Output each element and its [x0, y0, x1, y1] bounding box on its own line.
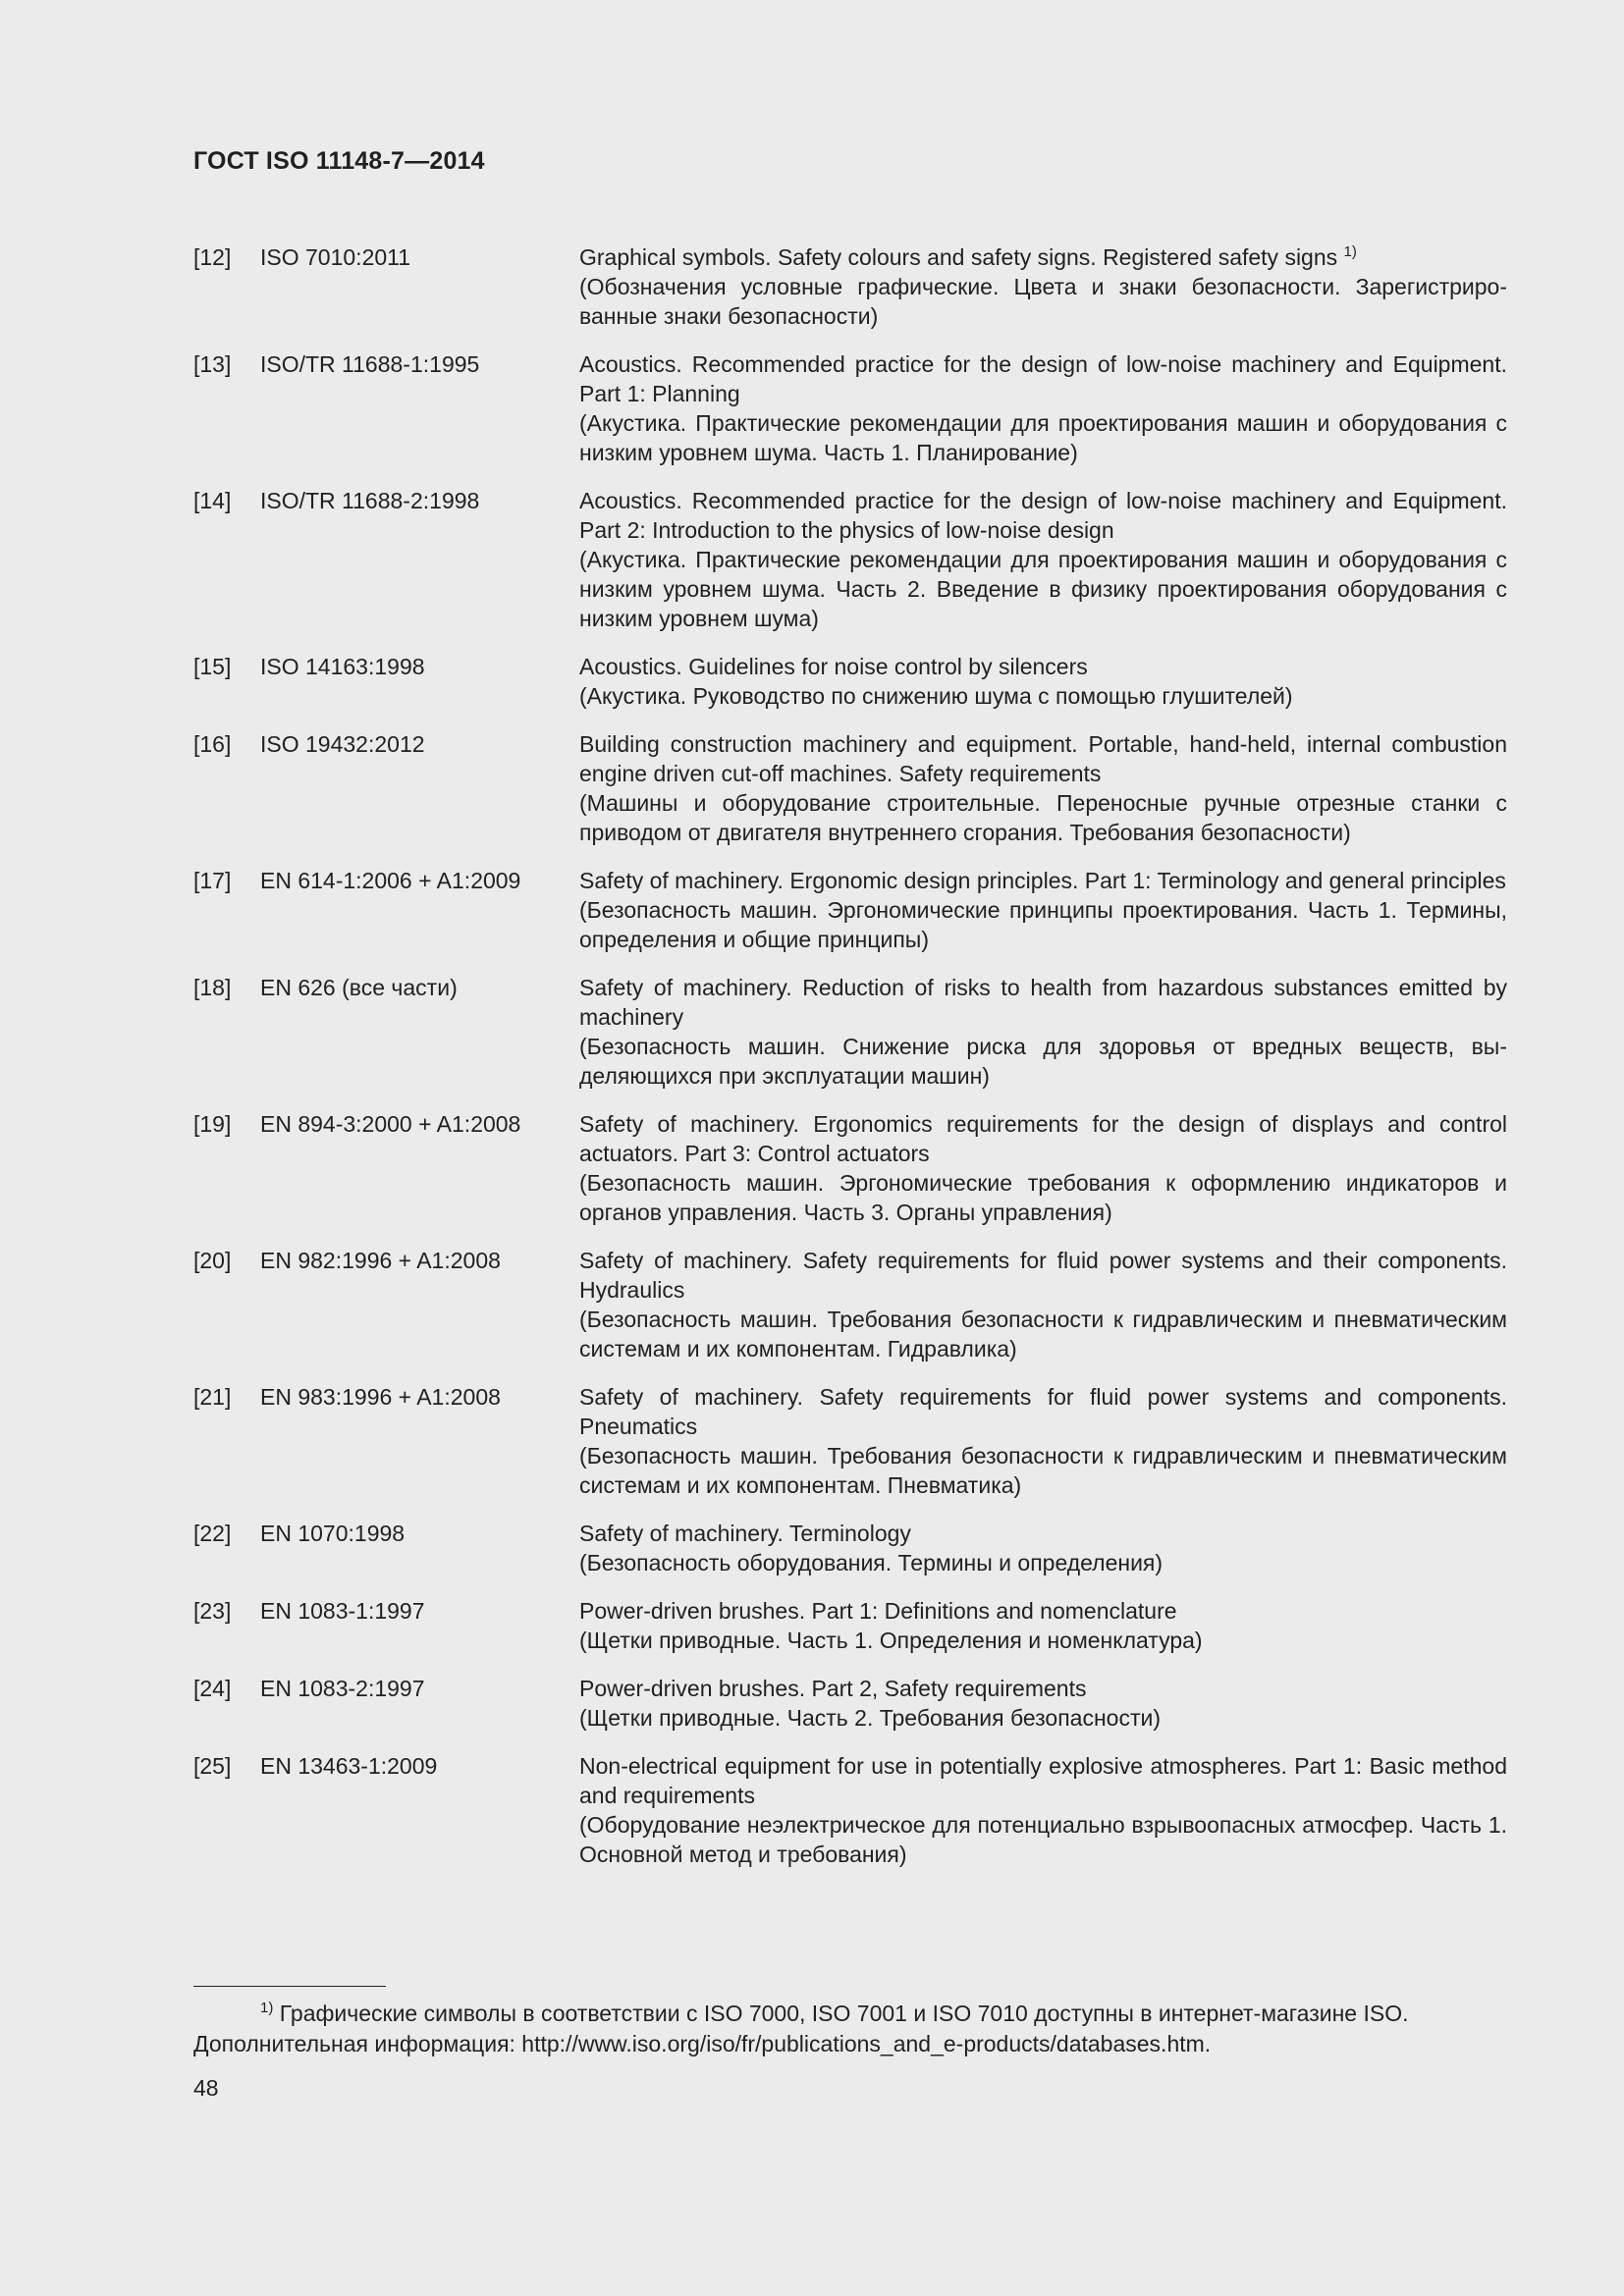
reference-title-en: Power-driven brushes. Part 2, Safety requirements	[579, 1676, 1087, 1701]
reference-title-en: Safety of machinery. Safety requirements for fluid power systems and components. Pneumatics	[579, 1384, 1507, 1439]
footnote-marker: 1)	[260, 2000, 274, 2016]
reference-number: [25]	[193, 1753, 232, 1779]
reference-title-en: Safety of machinery. Ergonomics requirements for the design of displays and control actuators. Part 3: Control actuators	[579, 1111, 1507, 1166]
reference-title-ru: (Обозначения условные графические. Цвета и знаки безопасности. Зарегистрированные знаки безопасности)	[579, 274, 1507, 329]
reference-number: [24]	[193, 1676, 232, 1701]
reference-number: [22]	[193, 1521, 232, 1546]
footnote-divider	[193, 1986, 386, 1987]
reference-number: [13]	[193, 351, 232, 377]
reference-title-ru: (Акустика. Практические рекомендации для проектирования машин и оборудования с низким уровнем шума. Часть 1. Планирование)	[579, 410, 1507, 465]
reference-title-en: Safety of machinery. Reduction of risks to health from hazardous substances emitted by machinery	[579, 975, 1507, 1030]
reference-18	[193, 973, 1507, 1091]
reference-description	[579, 973, 1507, 1091]
reference-24	[193, 1674, 1507, 1733]
reference-number: [23]	[193, 1598, 232, 1624]
reference-description	[579, 652, 1507, 711]
reference-code: ISO 7010:2011	[260, 244, 411, 270]
reference-16	[193, 729, 1507, 847]
reference-description	[579, 1674, 1507, 1733]
reference-title-ru: (Безопасность машин. Эргономические требования к оформлению индикаторов и органов управления. Часть 3. Органы управления)	[579, 1170, 1507, 1225]
reference-code: EN 13463-1:2009	[260, 1753, 438, 1779]
reference-code: EN 614-1:2006 + A1:2009	[260, 868, 521, 893]
reference-20	[193, 1246, 1507, 1363]
reference-title-ru: (Безопасность машин. Требования безопасности к гидравлическим и пневматическим системам и их компонентам. Пневматика)	[579, 1443, 1507, 1498]
reference-number: [16]	[193, 731, 232, 757]
reference-title-en: Safety of machinery. Safety requirements for fluid power systems and their components. Hydraulics	[579, 1248, 1507, 1303]
reference-number: [21]	[193, 1384, 232, 1410]
reference-number: [12]	[193, 244, 232, 270]
reference-description	[579, 486, 1507, 633]
footnote	[193, 1999, 1507, 2059]
reference-code: ISO 14163:1998	[260, 654, 425, 679]
reference-17	[193, 866, 1507, 954]
reference-23	[193, 1596, 1507, 1655]
footnote-line-1: $^{1)}$ Графические символы в соответствии с ISO 7000, ISO 7001 и ISO 7010 доступны в интернет-магазине ISO.	[260, 2000, 1409, 2026]
reference-14	[193, 486, 1507, 633]
page-number: 48	[193, 2075, 219, 2101]
reference-title-ru: (Безопасность машин. Эргономические принципы проектирования. Часть 1. Термины, определения и общие принципы)	[579, 897, 1507, 952]
reference-title-en: Safety of machinery. Ergonomic design principles. Part 1: Terminology and general principles	[579, 868, 1506, 893]
reference-description	[579, 1382, 1507, 1500]
reference-code: ISO/TR 11688-2:1998	[260, 488, 480, 513]
document-header: ГОСТ ISO 11148-7—2014	[193, 147, 485, 175]
reference-description	[579, 866, 1507, 954]
reference-description	[579, 349, 1507, 467]
reference-description	[579, 1109, 1507, 1227]
reference-15	[193, 652, 1507, 711]
reference-title-ru: (Безопасность машин. Требования безопасности к гидравлическим и пневматическим системам и их компонентам. Гидравлика)	[579, 1307, 1507, 1362]
reference-code: EN 1083-1:1997	[260, 1598, 425, 1624]
footnote-line-2: Дополнительная информация: http://www.iso.org/iso/fr/publications_and_e-products/databases.htm.	[193, 2031, 1212, 2056]
reference-code: EN 894-3:2000 + A1:2008	[260, 1111, 521, 1137]
reference-title-en: Power-driven brushes. Part 1: Definitions and nomenclature	[579, 1598, 1177, 1624]
reference-code: ISO 19432:2012	[260, 731, 425, 757]
reference-number: [20]	[193, 1248, 232, 1273]
reference-code: EN 1083-2:1997	[260, 1676, 425, 1701]
reference-code: EN 982:1996 + A1:2008	[260, 1248, 501, 1273]
reference-title-ru: (Акустика. Практические рекомендации для проектирования машин и оборудования с низким уровнем шума. Часть 2. Введение в физику проектирования оборудования с низким уровнем шума)	[579, 547, 1507, 631]
reference-title-ru: (Щетки приводные. Часть 1. Определения и номенклатура)	[579, 1628, 1203, 1653]
footnote-marker: 1)	[1343, 243, 1357, 260]
reference-number: [17]	[193, 868, 232, 893]
reference-25	[193, 1751, 1507, 1869]
reference-title-en: Graphical symbols. Safety colours and safety signs. Registered safety signs $^{1)}$	[579, 243, 1357, 270]
reference-22	[193, 1519, 1507, 1577]
reference-description	[579, 1751, 1507, 1869]
reference-title-en: Safety of machinery. Terminology	[579, 1521, 911, 1546]
reference-description	[579, 242, 1507, 331]
reference-title-en: Acoustics. Guidelines for noise control by silencers	[579, 654, 1088, 679]
reference-21	[193, 1382, 1507, 1500]
reference-code: EN 1070:1998	[260, 1521, 406, 1546]
reference-title-ru: (Безопасность машин. Снижение риска для здоровья от вредных веществ, выделяющихся при эксплуатации машин)	[579, 1034, 1507, 1089]
reference-code: ISO/TR 11688-1:1995	[260, 351, 480, 377]
bibliography-list	[193, 242, 1507, 1888]
reference-12	[193, 242, 1507, 331]
reference-title-ru: (Акустика. Руководство по снижению шума с помощью глушителей)	[579, 683, 1293, 709]
reference-number: [15]	[193, 654, 232, 679]
reference-description	[579, 1596, 1507, 1655]
reference-number: [18]	[193, 975, 232, 1000]
reference-number: [19]	[193, 1111, 232, 1137]
reference-description	[579, 1246, 1507, 1363]
reference-title-ru: (Безопасность оборудования. Термины и определения)	[579, 1550, 1164, 1575]
reference-title-en: Acoustics. Recommended practice for the design of low-noise machinery and Equipment. Part 1: Planning	[579, 351, 1507, 406]
reference-19	[193, 1109, 1507, 1227]
reference-title-en: Acoustics. Recommended practice for the design of low-noise machinery and Equipment. Part 2: Introduction to the physics of low-noise design	[579, 488, 1507, 543]
reference-number: [14]	[193, 488, 232, 513]
reference-title-ru: (Оборудование неэлектрическое для потенциально взрывоопасных атмосфер. Часть 1. Основной метод и требования)	[579, 1812, 1507, 1867]
reference-code: EN 626 (все части)	[260, 975, 458, 1000]
reference-description	[579, 729, 1507, 847]
reference-description	[579, 1519, 1507, 1577]
reference-title-ru: (Щетки приводные. Часть 2. Требования безопасности)	[579, 1705, 1162, 1731]
reference-title-en: Non-electrical equipment for use in potentially explosive atmospheres. Part 1: Basic method and requirements	[579, 1753, 1507, 1808]
reference-code: EN 983:1996 + A1:2008	[260, 1384, 501, 1410]
reference-title-ru: (Машины и оборудование строительные. Переносные ручные отрезные станки с приводом от двигателя внутреннего сгорания. Требования безопасности)	[579, 790, 1507, 845]
reference-title-en: Building construction machinery and equipment. Portable, hand-held, internal combustion engine driven cut-off machines. Safety requirements	[579, 731, 1507, 786]
reference-13	[193, 349, 1507, 467]
